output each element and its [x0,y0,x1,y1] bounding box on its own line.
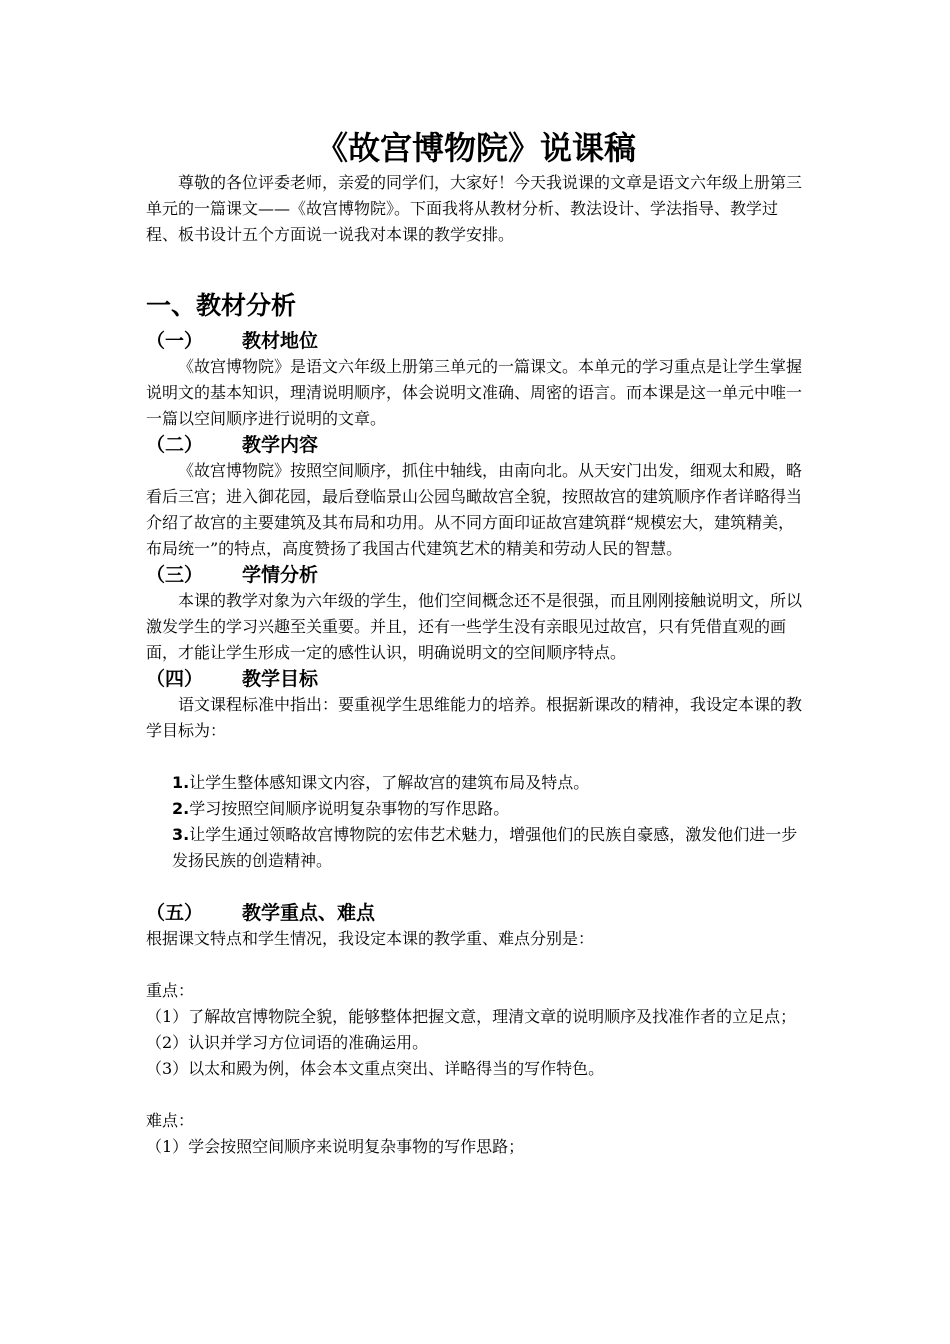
key-point-item: （2）认识并学习方位词语的准确运用。 [146,1033,429,1052]
paragraph-learner-analysis: 本课的教学对象为六年级的学生，他们空间概念还不是很强，而且刚刚接触说明文，所以激发学生的学习兴趣至关重要。并且，还有一些学生没有亲眼见过故宫，只有凭借直观的画面，才能让学生形成一定的感性认识，明确说明文的空间顺序特点。 [146,591,803,662]
subheading-number: （三） [146,564,204,586]
subheading-number: （四） [146,668,204,690]
subheading-title: 教学重点、难点 [242,902,376,924]
list-item-text: 学习按照空间顺序说明复杂事物的写作思路。 [189,799,510,818]
subheading-number: （五） [146,902,204,924]
subheading-title: 教学内容 [242,434,319,456]
section-heading-textbook-analysis: 一、教材分析 [146,291,297,320]
difficult-point-item: （1）学会按照空间顺序来说明复杂事物的写作思路； [146,1137,525,1156]
paragraph-teaching-content: 《故宫博物院》按照空间顺序，抓住中轴线，由南向北。从天安门出发，细观太和殿，略看后三宫；进入御花园，最后登临景山公园鸟瞰故宫全貌，按照故宫的建筑顺序作者详略得当介绍了故宫的主要建筑及其布局和功用。从不同方面印证故宫建筑群“规模宏大，建筑精美，布局统一”的特点，高度赞扬了我国古代建筑艺术的精美和劳动人民的智慧。 [146,461,803,558]
list-item-number: 3. [172,825,190,844]
key-points-label: 重点： [146,981,195,1000]
paragraph-key-difficult-points: 根据课文特点和学生情况，我设定本课的教学重、难点分别是： [146,929,595,948]
key-point-item: （1）了解故宫博物院全貌，能够整体把握文意，理清文章的说明顺序及找准作者的立足点； [146,1007,797,1026]
list-item-number: 2. [172,799,190,818]
list-item-number: 1. [172,773,190,792]
subheading-teaching-content [146,432,806,458]
difficult-points-label: 难点： [146,1111,195,1130]
subheading-textbook-position [146,328,806,354]
subheading-number: （一） [146,330,204,352]
subheading-key-difficult-points [146,900,806,926]
list-item-text: 让学生整体感知课文内容，了解故宫的建筑布局及特点。 [189,773,590,792]
subheading-number: （二） [146,434,204,456]
document-page [146,126,806,1160]
list-item-text: 让学生通过领略故宫博物院的宏伟艺术魅力，增强他们的民族自豪感，激发他们进一步发扬民族的创造精神。 [172,825,798,870]
list-item [172,770,806,796]
subheading-learner-analysis [146,562,806,588]
subheading-title: 教材地位 [242,330,319,352]
list-item [172,796,806,822]
goals-list [172,770,806,874]
page-title: 《故宫博物院》说课稿 [315,129,636,167]
subheading-title: 教学目标 [242,668,319,690]
paragraph-teaching-goals: 语文课程标准中指出：要重视学生思维能力的培养。根据新课改的精神，我设定本课的教学目标为： [146,695,803,740]
paragraph-textbook-position: 《故宫博物院》是语文六年级上册第三单元的一篇课文。本单元的学习重点是让学生掌握说明文的基本知识，理清说明顺序，体会说明文准确、周密的语言。而本课是这一单元中唯一一篇以空间顺序进行说明的文章。 [146,357,803,428]
subheading-teaching-goals [146,666,806,692]
subheading-title: 学情分析 [242,564,319,586]
key-point-item: （3）以太和殿为例，体会本文重点突出、详略得当的写作特色。 [146,1059,605,1078]
list-item [172,822,806,874]
intro-paragraph: 尊敬的各位评委老师，亲爱的同学们，大家好！今天我说课的文章是语文六年级上册第三单元的一篇课文——《故宫博物院》。下面我将从教材分析、教法设计、学法指导、教学过程、板书设计五个方面说一说我对本课的教学安排。 [146,173,803,244]
